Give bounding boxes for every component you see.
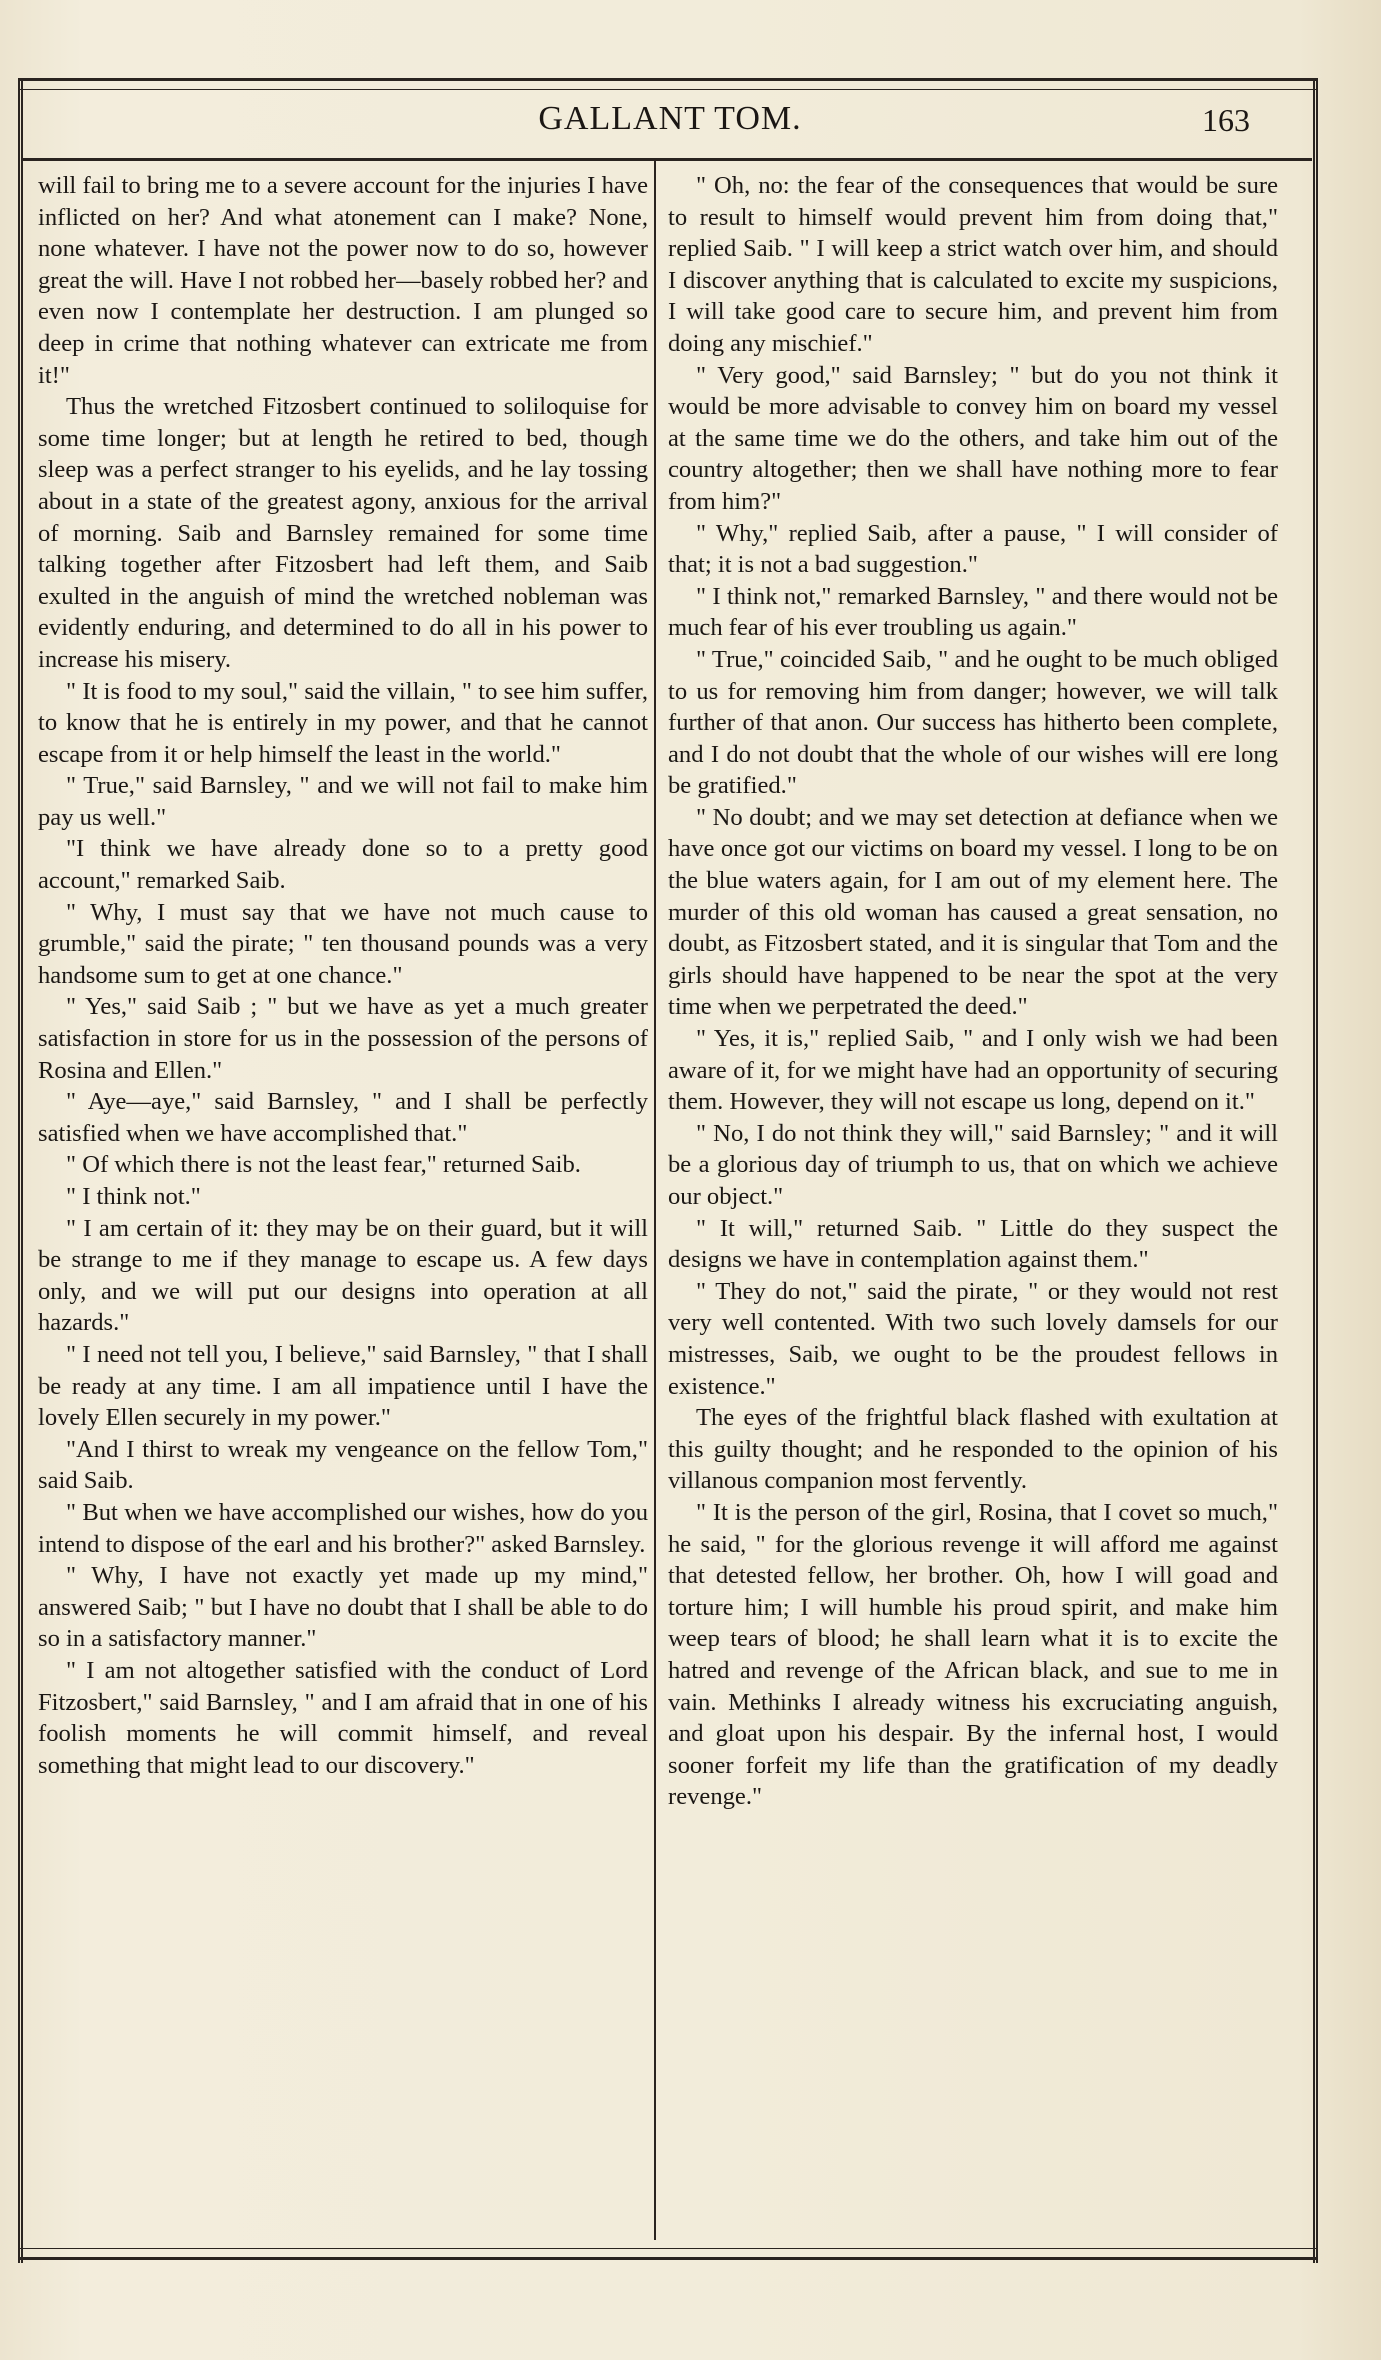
page-number: 163 <box>1202 102 1250 138</box>
paragraph: " Of which there is not the least fear," returned Saib. <box>66 1151 581 1179</box>
paragraph: " It is the person of the girl, Rosina, that I covet so much," he said, " for the glorious revenge it will afford me against that detested fellow, her brother. Oh, how I will goad and torture him; I will humble his proud spirit, and make him weep tears of blood; he shall learn what it is to excite the hatred and revenge of the African black, and sue to me in vain. Methinks I already witness his excruciating anguish, and gloat upon his despair. By the infernal host, I would sooner forfeit my life than the gratification of my deadly revenge." <box>668 1498 1278 1811</box>
paragraph: " I am certain of it: they may be on their guard, but it will be strange to me if they manage to escape us. A few days only, and we will put our designs into operation at all hazards." <box>38 1214 648 1337</box>
left-column <box>38 170 648 2235</box>
paragraph: "And I thirst to wreak my vengeance on the fellow Tom," said Saib. <box>38 1435 648 1495</box>
paragraph: " No doubt; and we may set detection at defiance when we have once got our victims on board my vessel. I long to be on the blue waters again, for I am out of my element here. The murder of this old woman has caused a great sensation, no doubt, as Fitzosbert stated, and it is singular that Tom and the girls should have happened to be near the spot at the very time when we perpetrated the deed." <box>668 803 1278 1021</box>
paragraph: " Why, I have not exactly yet made up my mind," answered Saib; " but I have no doubt that I shall be able to do so in a satisfactory manner." <box>38 1562 648 1653</box>
paragraph: " True," coincided Saib, " and he ought to be much obliged to us for removing him from danger; however, we will talk further of that anon. Our success has hitherto been complete, and I do not doubt that the whole of our wishes will ere long be gratified." <box>668 645 1278 800</box>
paragraph: " I need not tell you, I believe," said Barnsley, " that I shall be ready at any time. I am all impatience until I have the lovely Ellen securely in my power." <box>38 1340 648 1432</box>
paragraph: Thus the wretched Fitzosbert continued to soliloquise for some time longer; but at length he retired to bed, though sleep was a perfect stranger to his eyelids, and he lay tossing about in a state of the greatest agony, anxious for the arrival of morning. Saib and Barnsley remained for some time talking together after Fitzosbert had left them, and Saib exulted in the anguish of mind the wretched nobleman was evidently enduring, and determined to do all in his power to increase his misery. <box>38 393 648 673</box>
bottom-rule <box>18 2248 1318 2260</box>
paragraph: " Why," replied Saib, after a pause, " I will consider of that; it is not a bad suggestion." <box>668 519 1278 579</box>
paragraph: " Very good," said Barnsley; " but do you not think it would be more advisable to convey him on board my vessel at the same time we do the others, and take him out of the country altogether; then we shall have nothing more to fear from him?" <box>668 361 1278 515</box>
paragraph: " I am not altogether satisfied with the conduct of Lord Fitzosbert," said Barnsley, " and I am afraid that in one of his foolish moments he will commit himself, and reveal something that might lead to our discovery." <box>38 1656 648 1779</box>
paragraph: " It is food to my soul," said the villain, " to see him suffer, to know that he is entirely in my power, and that he cannot escape from it or help himself the least in the world." <box>38 677 648 768</box>
paragraph: " True," said Barnsley, " and we will not fail to make him pay us well." <box>38 772 648 831</box>
paragraph: " Oh, no: the fear of the consequences that would be sure to result to himself would prevent him from doing that," replied Saib. " I will keep a strict watch over him, and should I discover anything that is calculated to excite my suspicions, I will take good care to secure him, and prevent him from doing any mischief." <box>668 172 1278 357</box>
paragraph: " But when we have accomplished our wishes, how do you intend to dispose of the earl and his brother?" asked Barnsley. <box>38 1498 648 1558</box>
paragraph: " No, I do not think they will," said Barnsley; " and it will be a glorious day of triumph to us, that on which we achieve our object." <box>668 1119 1278 1210</box>
paragraph: " Yes," said Saib ; " but we have as yet a much greater satisfaction in store for us in the possession of the persons of Rosina and Ellen." <box>38 993 648 1084</box>
paragraph: " It will," returned Saib. " Little do they suspect the designs we have in contemplation against them." <box>668 1214 1278 1274</box>
paragraph: " Aye—aye," said Barnsley, " and I shall be perfectly satisfied when we have accomplished that." <box>38 1088 648 1147</box>
paragraph: " I think not." <box>66 1183 201 1210</box>
paragraph: will fail to bring me to a severe account for the injuries I have inflicted on her? And what atonement can I make? None, none whatever. I have not the power now to do so, however great the will. Have I not robbed her—basely robbed her? and even now I contemplate her destruction. I am plunged so deep in crime that nothing whatever can extricate me from it!" <box>38 172 648 389</box>
paragraph: " Why, I must say that we have not much cause to grumble," said the pirate; " ten thousand pounds was a very handsome sum to get at one chance." <box>38 898 648 989</box>
header-rule <box>22 158 1312 161</box>
column-divider <box>654 160 656 2240</box>
paragraph: " They do not," said the pirate, " or they would not rest very well contented. With two such lovely damsels for our mistresses, Saib, we ought to be the proudest fellows in existence." <box>668 1277 1278 1400</box>
paragraph: The eyes of the frightful black flashed with exultation at this guilty thought; and he responded to the opinion of his villanous companion most fervently. <box>668 1404 1278 1495</box>
running-title: GALLANT TOM. <box>538 100 802 137</box>
paragraph: " Yes, it is," replied Saib, " and I only wish we had been aware of it, for we might have had an opportunity of securing them. However, they will not escape us long, depend on it." <box>668 1025 1278 1116</box>
right-column <box>668 170 1278 2235</box>
paragraph: " I think not," remarked Barnsley, " and there would not be much fear of his ever troubling us again." <box>668 582 1278 642</box>
paragraph: "I think we have already done so to a pretty good account," remarked Saib. <box>38 835 648 895</box>
